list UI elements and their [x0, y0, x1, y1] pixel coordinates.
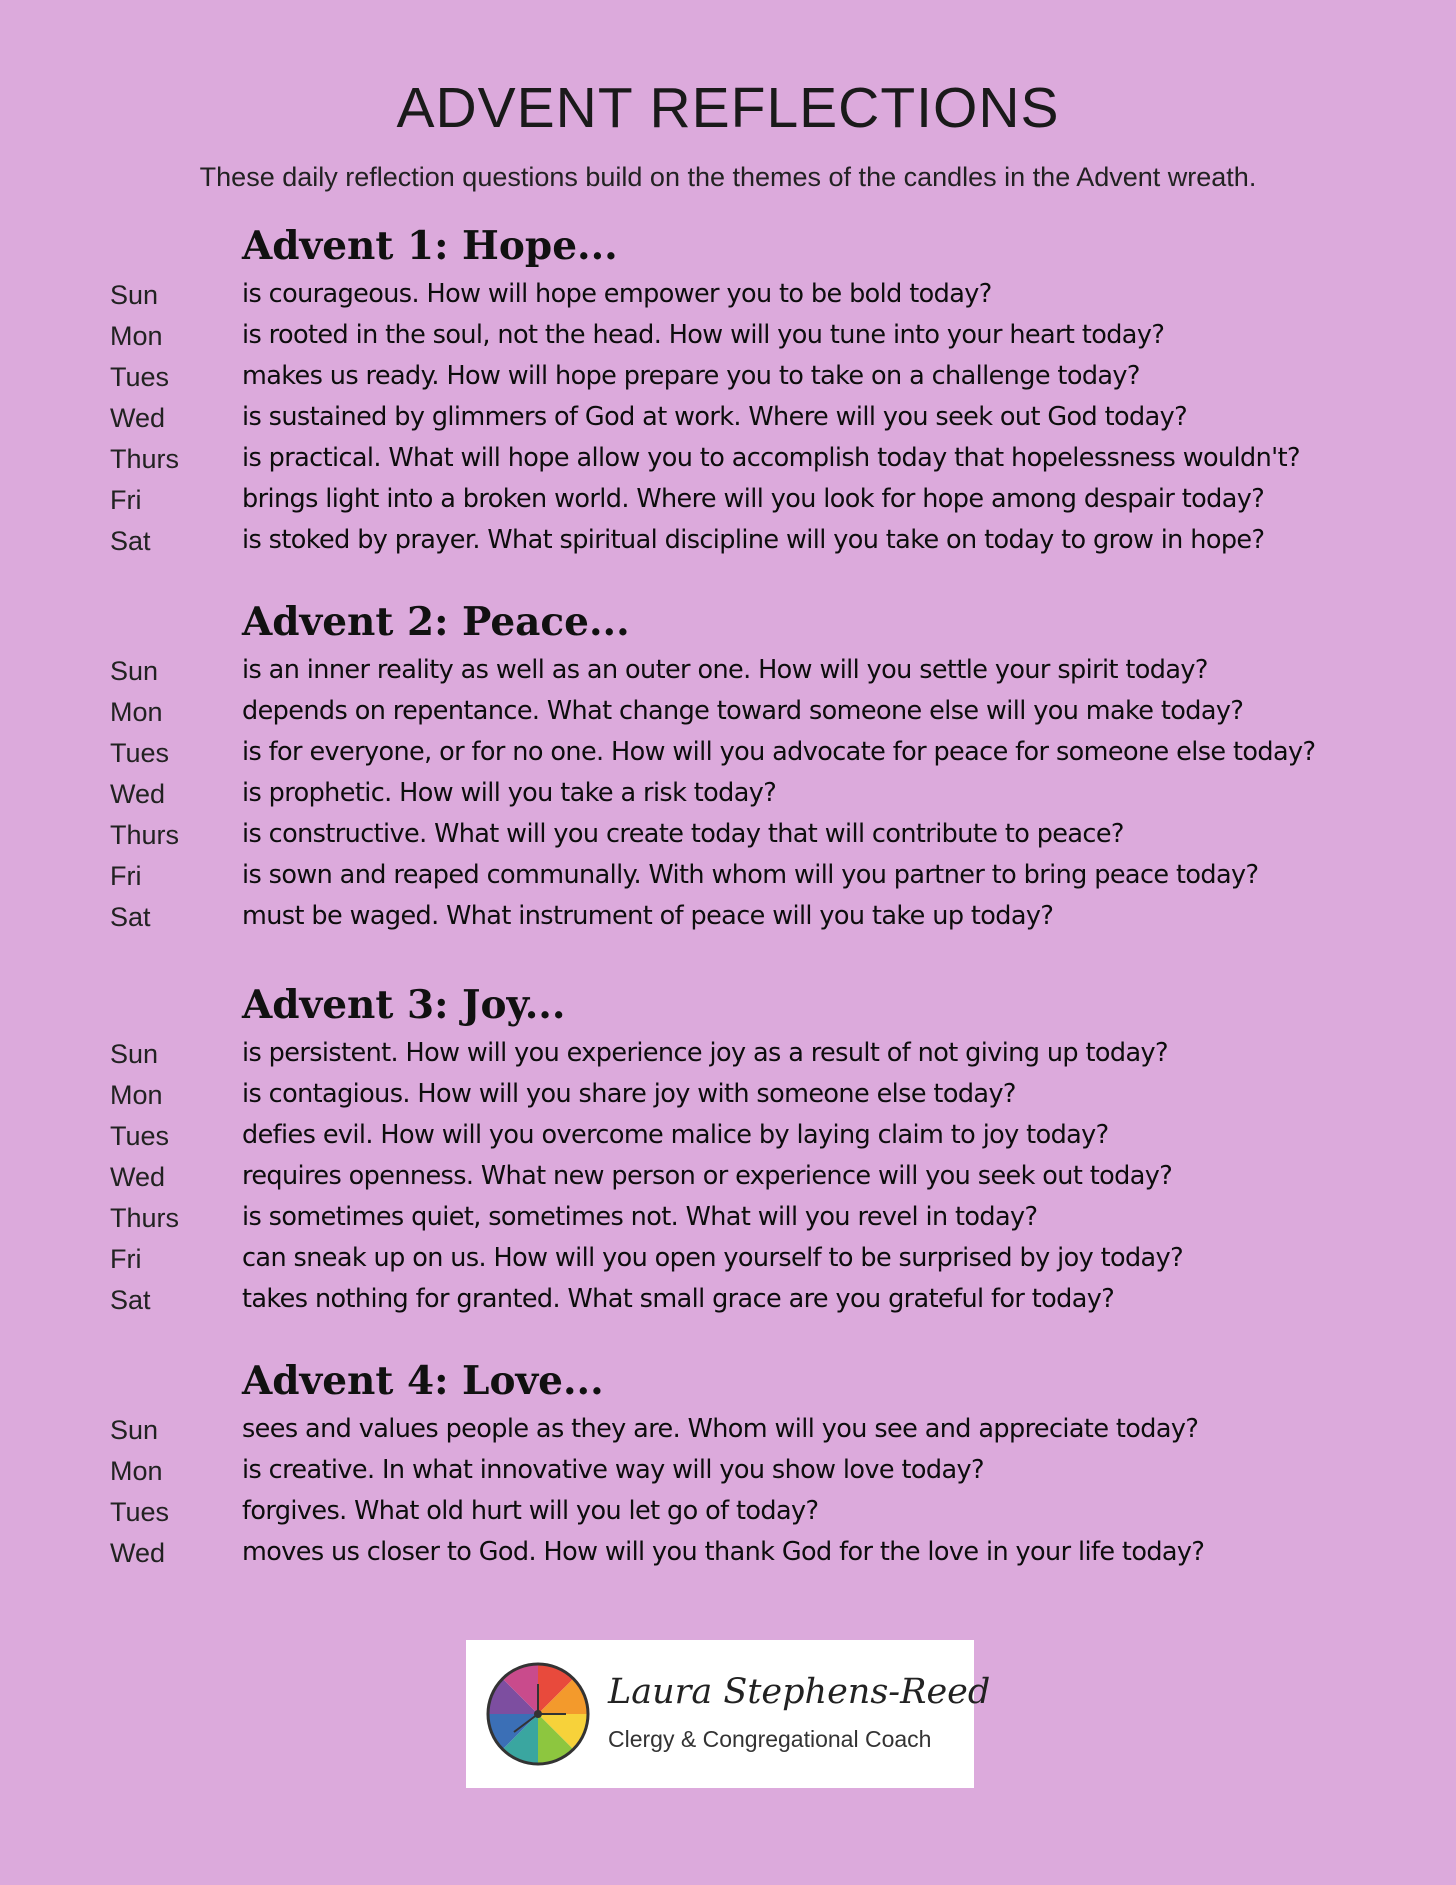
reflection-row	[0, 1279, 1456, 1320]
reflection-text: moves us closer to God. How will you thank God for the love in your life today?	[242, 1537, 1205, 1567]
coach-logo	[466, 1640, 991, 1788]
color-wheel-icon	[484, 1660, 592, 1768]
logo-name: Laura Stephens-Reed	[608, 1672, 991, 1712]
day-label: Sat	[110, 1285, 151, 1315]
section-heading: Advent 1: Hope...	[242, 223, 618, 269]
reflection-text: is an inner reality as well as an outer one. How will you settle your spirit today?	[242, 655, 1208, 685]
reflection-row	[0, 479, 1456, 520]
reflection-row	[0, 773, 1456, 814]
reflection-row	[0, 732, 1456, 773]
reflection-text: defies evil. How will you overcome malice by laying claim to joy today?	[242, 1120, 1109, 1150]
day-label: Fri	[110, 485, 142, 515]
day-label: Sun	[110, 280, 159, 310]
day-label: Wed	[110, 403, 166, 433]
reflection-text: must be waged. What instrument of peace will you take up today?	[242, 901, 1054, 931]
day-label: Thurs	[110, 444, 180, 474]
reflection-text: is for everyone, or for no one. How will you advocate for peace for someone else today?	[242, 737, 1316, 767]
reflection-row	[0, 1156, 1456, 1197]
reflection-text: sees and values people as they are. Whom will you see and appreciate today?	[242, 1414, 1199, 1444]
day-label: Tues	[110, 1121, 170, 1151]
wheel-hub	[534, 1710, 542, 1718]
day-label: Fri	[110, 1244, 142, 1274]
day-label: Wed	[110, 1162, 166, 1192]
reflection-row	[0, 814, 1456, 855]
reflection-text: is prophetic. How will you take a risk today?	[242, 778, 777, 808]
day-label: Thurs	[110, 820, 180, 850]
reflection-row	[0, 1532, 1456, 1573]
reflection-row	[0, 691, 1456, 732]
reflection-text: takes nothing for granted. What small grace are you grateful for today?	[242, 1284, 1115, 1314]
day-label: Mon	[110, 697, 163, 727]
section-heading: Advent 4: Love...	[242, 1358, 604, 1404]
day-label: Sun	[110, 1039, 159, 1069]
reflection-list	[0, 650, 1456, 937]
reflection-text: is sometimes quiet, sometimes not. What will you revel in today?	[242, 1202, 1038, 1232]
day-label: Tues	[110, 738, 170, 768]
reflection-text: brings light into a broken world. Where will you look for hope among despair today?	[242, 484, 1265, 514]
day-label: Mon	[110, 1080, 163, 1110]
section-heading: Advent 3: Joy...	[242, 982, 566, 1028]
page-title: ADVENT REFLECTIONS	[396, 76, 1060, 140]
reflection-text: is creative. In what innovative way will you show love today?	[242, 1455, 984, 1485]
page-subtitle: These daily reflection questions build on the themes of the candles in the Advent wreath.	[199, 162, 1257, 192]
reflection-text: can sneak up on us. How will you open yourself to be surprised by joy today?	[242, 1243, 1184, 1273]
reflection-text: makes us ready. How will hope prepare you to take on a challenge today?	[242, 361, 1140, 391]
reflection-text: is sustained by glimmers of God at work. Where will you seek out God today?	[242, 402, 1188, 432]
day-label: Tues	[110, 362, 170, 392]
day-label: Mon	[110, 321, 163, 351]
reflection-row	[0, 1491, 1456, 1532]
reflection-row	[0, 1033, 1456, 1074]
reflection-row	[0, 274, 1456, 315]
reflection-text: is sown and reaped communally. With whom will you partner to bring peace today?	[242, 860, 1259, 890]
reflection-list	[0, 274, 1456, 561]
reflection-row	[0, 1450, 1456, 1491]
day-label: Fri	[110, 861, 142, 891]
reflection-row	[0, 356, 1456, 397]
reflection-row	[0, 1115, 1456, 1156]
reflection-row	[0, 650, 1456, 691]
reflection-text: depends on repentance. What change toward someone else will you make today?	[242, 696, 1244, 726]
day-label: Wed	[110, 1538, 166, 1568]
reflection-row	[0, 1074, 1456, 1115]
reflection-text: forgives. What old hurt will you let go of today?	[242, 1496, 819, 1526]
logo-tagline: Clergy & Congregational Coach	[608, 1726, 932, 1752]
reflection-list	[0, 1033, 1456, 1320]
day-label: Sat	[110, 526, 151, 556]
day-label: Wed	[110, 779, 166, 809]
reflection-text: is rooted in the soul, not the head. How will you tune into your heart today?	[242, 320, 1165, 350]
reflection-text: is constructive. What will you create today that will contribute to peace?	[242, 819, 1124, 849]
reflection-text: is persistent. How will you experience joy as a result of not giving up today?	[242, 1038, 1168, 1068]
reflection-text: is stoked by prayer. What spiritual discipline will you take on today to grow in hope?	[242, 525, 1265, 555]
reflection-text: is practical. What will hope allow you to accomplish today that hopelessness wouldn't?	[242, 443, 1300, 473]
day-label: Sat	[110, 902, 151, 932]
reflection-row	[0, 397, 1456, 438]
reflection-row	[0, 1409, 1456, 1450]
reflection-row	[0, 438, 1456, 479]
reflection-row	[0, 520, 1456, 561]
day-label: Sun	[110, 1415, 159, 1445]
reflection-row	[0, 1197, 1456, 1238]
reflection-text: is contagious. How will you share joy with someone else today?	[242, 1079, 1016, 1109]
reflection-text: is courageous. How will hope empower you to be bold today?	[242, 279, 992, 309]
reflection-row	[0, 1238, 1456, 1279]
reflection-row	[0, 315, 1456, 356]
day-label: Mon	[110, 1456, 163, 1486]
day-label: Tues	[110, 1497, 170, 1527]
reflection-list	[0, 1409, 1456, 1573]
reflection-row	[0, 855, 1456, 896]
day-label: Sun	[110, 656, 159, 686]
day-label: Thurs	[110, 1203, 180, 1233]
section-heading: Advent 2: Peace...	[242, 599, 630, 645]
reflection-text: requires openness. What new person or experience will you seek out today?	[242, 1161, 1173, 1191]
reflection-row	[0, 896, 1456, 937]
